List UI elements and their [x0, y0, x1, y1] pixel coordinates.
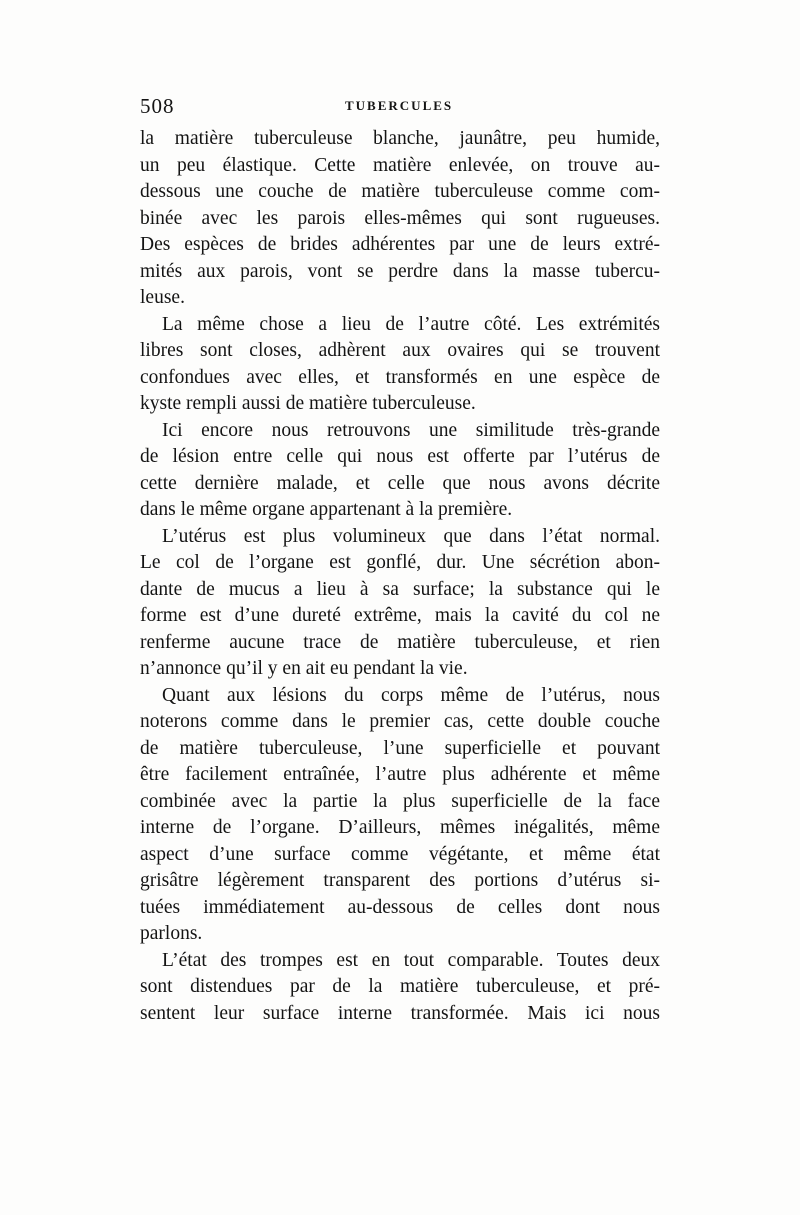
text-line: combinée avec la partie la plus superficielle de la face [140, 790, 660, 812]
text-line: mités aux parois, vont se perdre dans la masse tubercu- [140, 260, 660, 282]
text-line: dans le même organe appartenant à la première. [140, 499, 513, 520]
text-line: de lésion entre celle qui nous est offerte par l’utérus de [140, 446, 660, 467]
text-line: confondues avec elles, et transformés en une espèce de [140, 366, 660, 388]
text-line: renferme aucune trace de matière tuberculeuse, et rien [140, 631, 660, 653]
text-line: L’utérus est plus volumineux que dans l’état normal. [162, 525, 660, 547]
text-line: Le col de l’organe est gonflé, dur. Une sécrétion abon- [140, 552, 660, 573]
text-line: aspect d’une surface comme végétante, et même état [140, 843, 660, 865]
text-line: Quant aux lésions du corps même de l’utérus, nous [162, 684, 660, 706]
text-line: L’état des trompes est en tout comparable. Toutes deux [162, 949, 660, 971]
text-line: La même chose a lieu de l’autre côté. Les extrémités [162, 313, 660, 335]
paragraph [140, 524, 660, 683]
paragraph [140, 948, 660, 1028]
text-line: de matière tuberculeuse, l’une superficielle et pouvant [140, 737, 660, 759]
text-line: sentent leur surface interne transformée. Mais ici nous [140, 1002, 660, 1024]
text-line: n’annonce qu’il y en ait eu pendant la vie. [140, 658, 468, 679]
text-line: noterons comme dans le premier cas, cette double couche [140, 711, 660, 732]
text-line: Ici encore nous retrouvons une similitude très-grande [162, 419, 660, 441]
paragraph [140, 683, 660, 948]
text-line: être facilement entraînée, l’autre plus adhérente et même [140, 764, 660, 785]
text-line: la matière tuberculeuse blanche, jaunâtre, peu humide, [140, 128, 660, 149]
text-line: cette dernière malade, et celle que nous avons décrite [140, 472, 660, 494]
text-line: un peu élastique. Cette matière enlevée, on trouve au- [140, 154, 660, 176]
page-number: 508 [140, 94, 175, 118]
text-line: interne de l’organe. D’ailleurs, mêmes inégalités, même [140, 817, 660, 838]
text-line: dante de mucus a lieu à sa surface; la substance qui le [140, 578, 660, 600]
text-line: parlons. [140, 923, 203, 944]
text-line: Des espèces de brides adhérentes par une de leurs extré- [140, 234, 660, 255]
text-line: libres sont closes, adhèrent aux ovaires qui se trouvent [140, 340, 660, 361]
text-line: tuées immédiatement au-dessous de celles dont nous [140, 896, 660, 918]
paragraph [140, 312, 660, 418]
page-header [140, 94, 660, 124]
text-line: leuse. [140, 287, 185, 308]
text-line: binée avec les parois elles-mêmes qui sont rugueuses. [140, 207, 660, 229]
paragraph [140, 418, 660, 524]
text-line: sont distendues par de la matière tuberculeuse, et pré- [140, 976, 660, 997]
body-text [140, 126, 660, 1027]
text-line: forme est d’une dureté extrême, mais la cavité du col ne [140, 605, 660, 626]
running-title: TUBERCULES [345, 98, 454, 113]
paragraph [140, 126, 660, 312]
text-line: dessous une couche de matière tuberculeuse comme com- [140, 181, 660, 202]
text-line: kyste rempli aussi de matière tuberculeuse. [140, 393, 476, 414]
text-line: grisâtre légèrement transparent des portions d’utérus si- [140, 870, 660, 891]
